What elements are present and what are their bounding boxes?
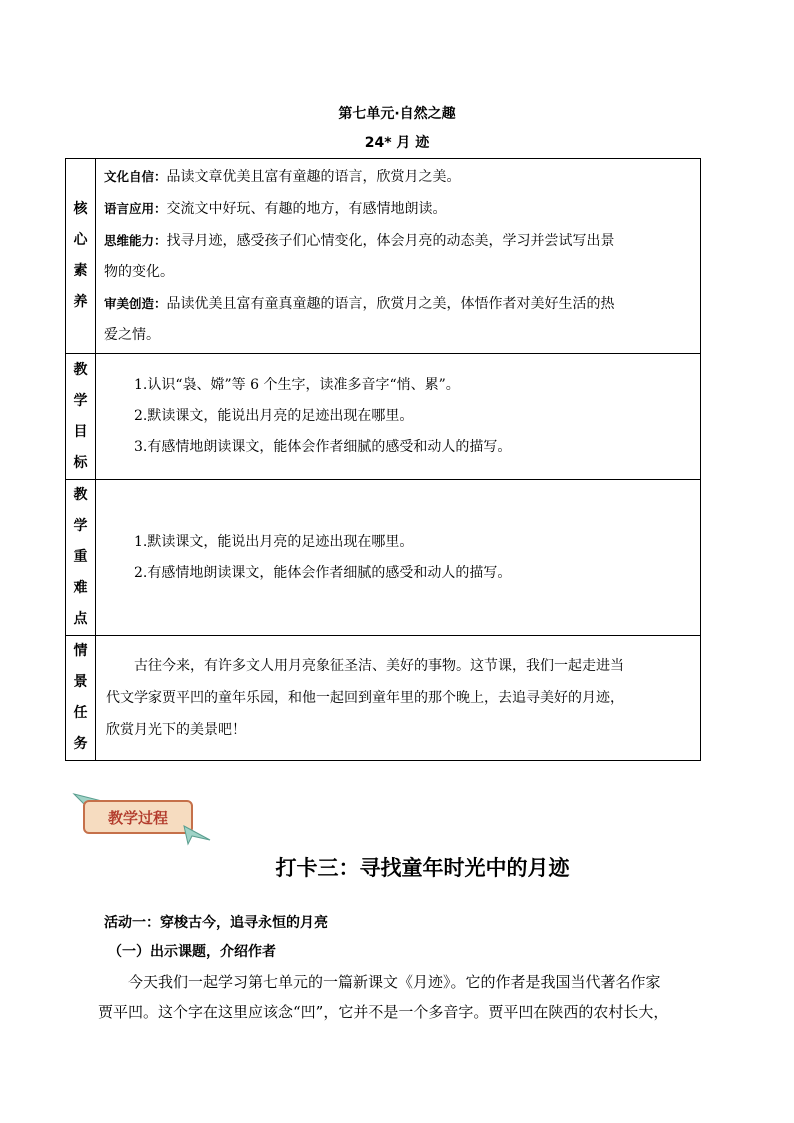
checkin-title: 打卡三：寻找童年时光中的月迹 <box>275 856 570 880</box>
key-points-row <box>66 480 701 636</box>
key-points-label: 教 学 重 难 点 <box>66 480 96 636</box>
teaching-goals-content <box>96 354 701 480</box>
core-item: 思维能力：找寻月迹，感受孩子们心情变化，体会月亮的动态美，学习并尝试写出景 <box>104 233 615 249</box>
paragraph-line: 贾平凹。这个字在这里应该念“凹”，它并不是一个多音字。贾平凹在陕西的农村长大， <box>98 1003 669 1021</box>
scenario-line: 古往今来，有许多文人用月亮象征圣洁、美好的事物。这节课，我们一起走进当 <box>106 658 624 674</box>
goal-item: 1.认识“袅、嫦”等 6 个生字，读准多音字“悄、累”。 <box>134 377 460 393</box>
unit-title: 第七单元·自然之趣 <box>338 106 456 122</box>
lesson-title: 24* 月 迹 <box>364 135 430 151</box>
paragraph-line: 今天我们一起学习第七单元的一篇新课文《月迹》。它的作者是我国当代著名作家 <box>98 973 661 991</box>
key-point-item: 2.有感情地朗读课文，能体会作者细腻的感受和动人的描写。 <box>134 564 512 581</box>
goal-item: 2.默读课文，能说出月亮的足迹出现在哪里。 <box>134 408 414 424</box>
key-points-content <box>96 480 701 636</box>
teaching-process-logo <box>72 788 212 846</box>
core-item-continuation: 爱之情。 <box>104 327 160 343</box>
core-literacy-row <box>66 159 701 354</box>
section-subtitle: （一）出示课题，介绍作者 <box>108 944 276 960</box>
scenario-task-content <box>96 636 701 761</box>
core-literacy-content <box>96 159 701 354</box>
paper-plane-icon <box>184 826 210 844</box>
core-item: 文化自信：品读文章优美且富有童趣的语言，欣赏月之美。 <box>104 169 461 185</box>
core-literacy-label: 核 心 素 养 <box>66 159 96 354</box>
scenario-line: 代文学家贾平凹的童年乐园，和他一起回到童年里的那个晚上，去追寻美好的月迹， <box>106 690 624 706</box>
core-item: 语言应用：交流文中好玩、有趣的地方，有感情地朗读。 <box>104 201 447 217</box>
teaching-goals-row <box>66 354 701 480</box>
key-point-item: 1.默读课文，能说出月亮的足迹出现在哪里。 <box>134 533 414 550</box>
scenario-task-row <box>66 636 701 761</box>
core-item-continuation: 物的变化。 <box>104 264 174 280</box>
scenario-line: 欣赏月光下的美景吧！ <box>106 722 246 738</box>
core-item: 审美创造：品读优美且富有童真童趣的语言，欣赏月之美，体悟作者对美好生活的热 <box>104 296 615 312</box>
activity-title: 活动一：穿梭古今，追寻永恒的月亮 <box>104 915 328 931</box>
lesson-plan-table <box>65 158 701 761</box>
goal-item: 3.有感情地朗读课文，能体会作者细腻的感受和动人的描写。 <box>134 439 512 455</box>
paper-plane-banner-icon <box>72 788 212 846</box>
body-paragraph <box>98 967 718 1027</box>
scenario-task-label: 情 景 任 务 <box>66 636 96 761</box>
logo-text: 教学过程 <box>107 809 169 827</box>
teaching-goals-label: 教 学 目 标 <box>66 354 96 480</box>
